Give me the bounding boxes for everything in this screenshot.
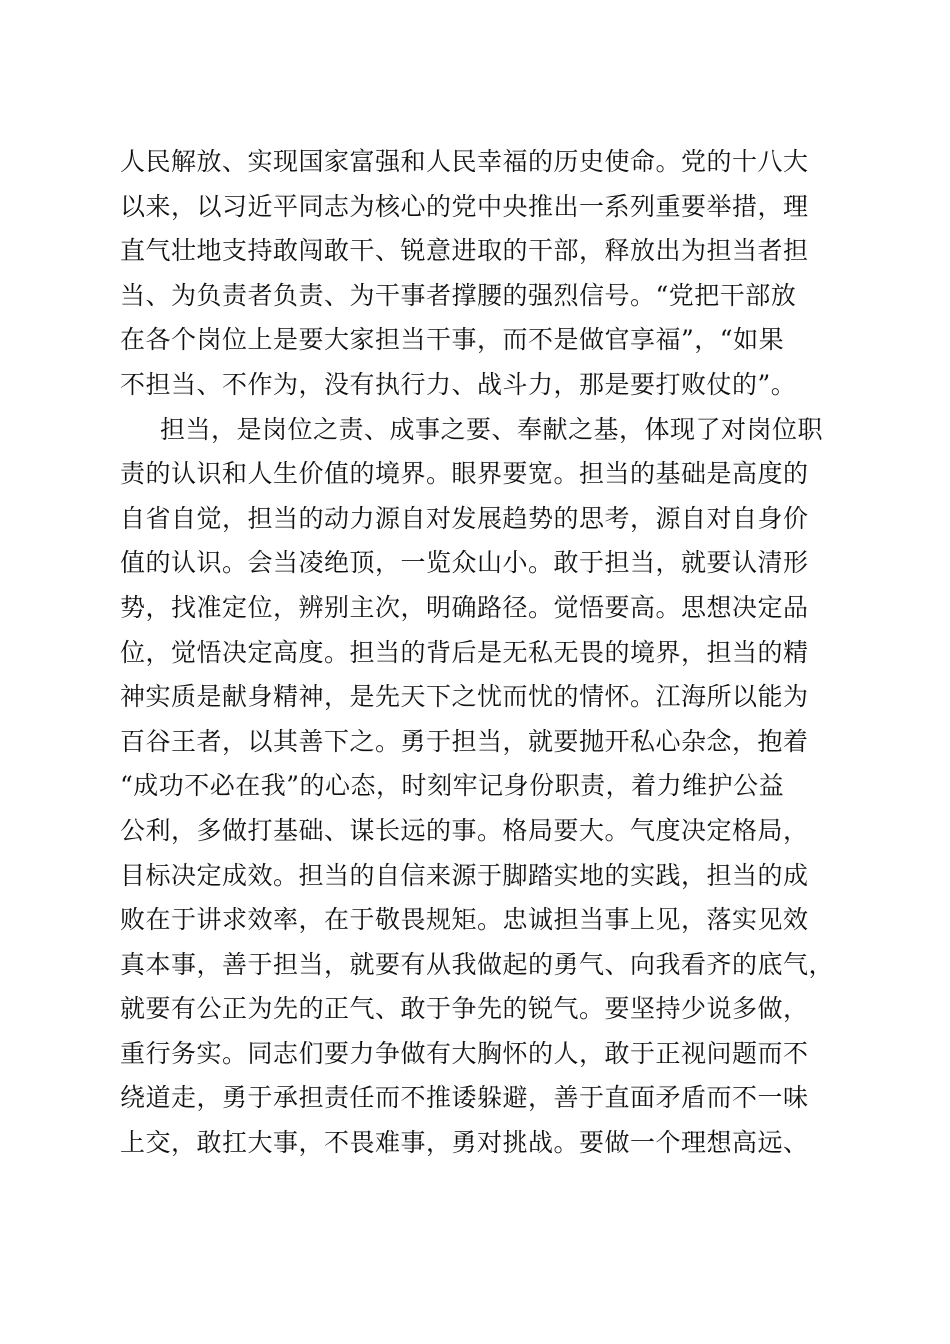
text-line: 败在于讲求效率，在于敬畏规矩。忠诚担当事上见，落实见效 (120, 905, 809, 935)
text-line: 不担当、不作为，没有执行力、战斗力，那是要打败仗的”。 (120, 369, 797, 399)
text-line: 以来，以习近平同志为核心的党中央推出一系列重要举措，理 (120, 191, 809, 221)
text-line: 重行务实。同志们要力争做有大胸怀的人，敢于正视问题而不 (120, 1038, 809, 1068)
text-line: 目标决定成效。担当的自信来源于脚踏实地的实践，担当的成 (120, 860, 809, 890)
text-line: 真本事，善于担当，就要有从我做起的勇气、向我看齐的底气， (120, 949, 835, 979)
text-line: 在各个岗位上是要大家担当干事，而不是做官享福”，“如果 (120, 325, 785, 355)
body-text (120, 140, 840, 1166)
text-line: 势，找准定位，辨别主次，明确路径。觉悟要高。思想决定品 (120, 592, 809, 622)
text-line: 就要有公正为先的正气、敢于争先的锐气。要坚持少说多做， (120, 994, 809, 1024)
text-line: 绕道走，勇于承担责任而不推诿躲避，善于直面矛盾而不一味 (120, 1083, 809, 1113)
text-line: 上交，敢扛大事，不畏难事，勇对挑战。要做一个理想高远、 (120, 1128, 809, 1158)
paragraph-start-line: 担当，是岗位之责、成事之要、奉献之基，体现了对岗位职 (160, 414, 824, 444)
text-line: 人民解放、实现国家富强和人民幸福的历史使命。党的十八大 (120, 147, 809, 176)
text-line: 公利，多做打基础、谋长远的事。格局要大。气度决定格局， (120, 815, 809, 845)
text-line: 直气壮地支持敢闯敢干、锐意进取的干部，释放出为担当者担 (120, 236, 809, 266)
text-line: 神实质是献身精神，是先天下之忧而忧的情怀。江海所以能为 (120, 682, 809, 712)
text-line: 值的认识。会当凌绝顶，一览众山小。敢于担当，就要认清形 (120, 548, 809, 578)
text-line: 百谷王者，以其善下之。勇于担当，就要抛开私心杂念，抱着 (120, 726, 809, 756)
text-line: 当、为负责者负责、为干事者撑腰的强烈信号。“党把干部放 (120, 280, 797, 310)
text-line: “成功不必在我”的心态，时刻牢记身份职责，着力维护公益 (120, 771, 785, 801)
text-line: 位，觉悟决定高度。担当的背后是无私无畏的境界，担当的精 (120, 637, 809, 667)
text-line: 自省自觉，担当的动力源自对发展趋势的思考，源自对自身价 (120, 503, 809, 533)
text-line: 责的认识和人生价值的境界。眼界要宽。担当的基础是高度的 (120, 459, 809, 489)
